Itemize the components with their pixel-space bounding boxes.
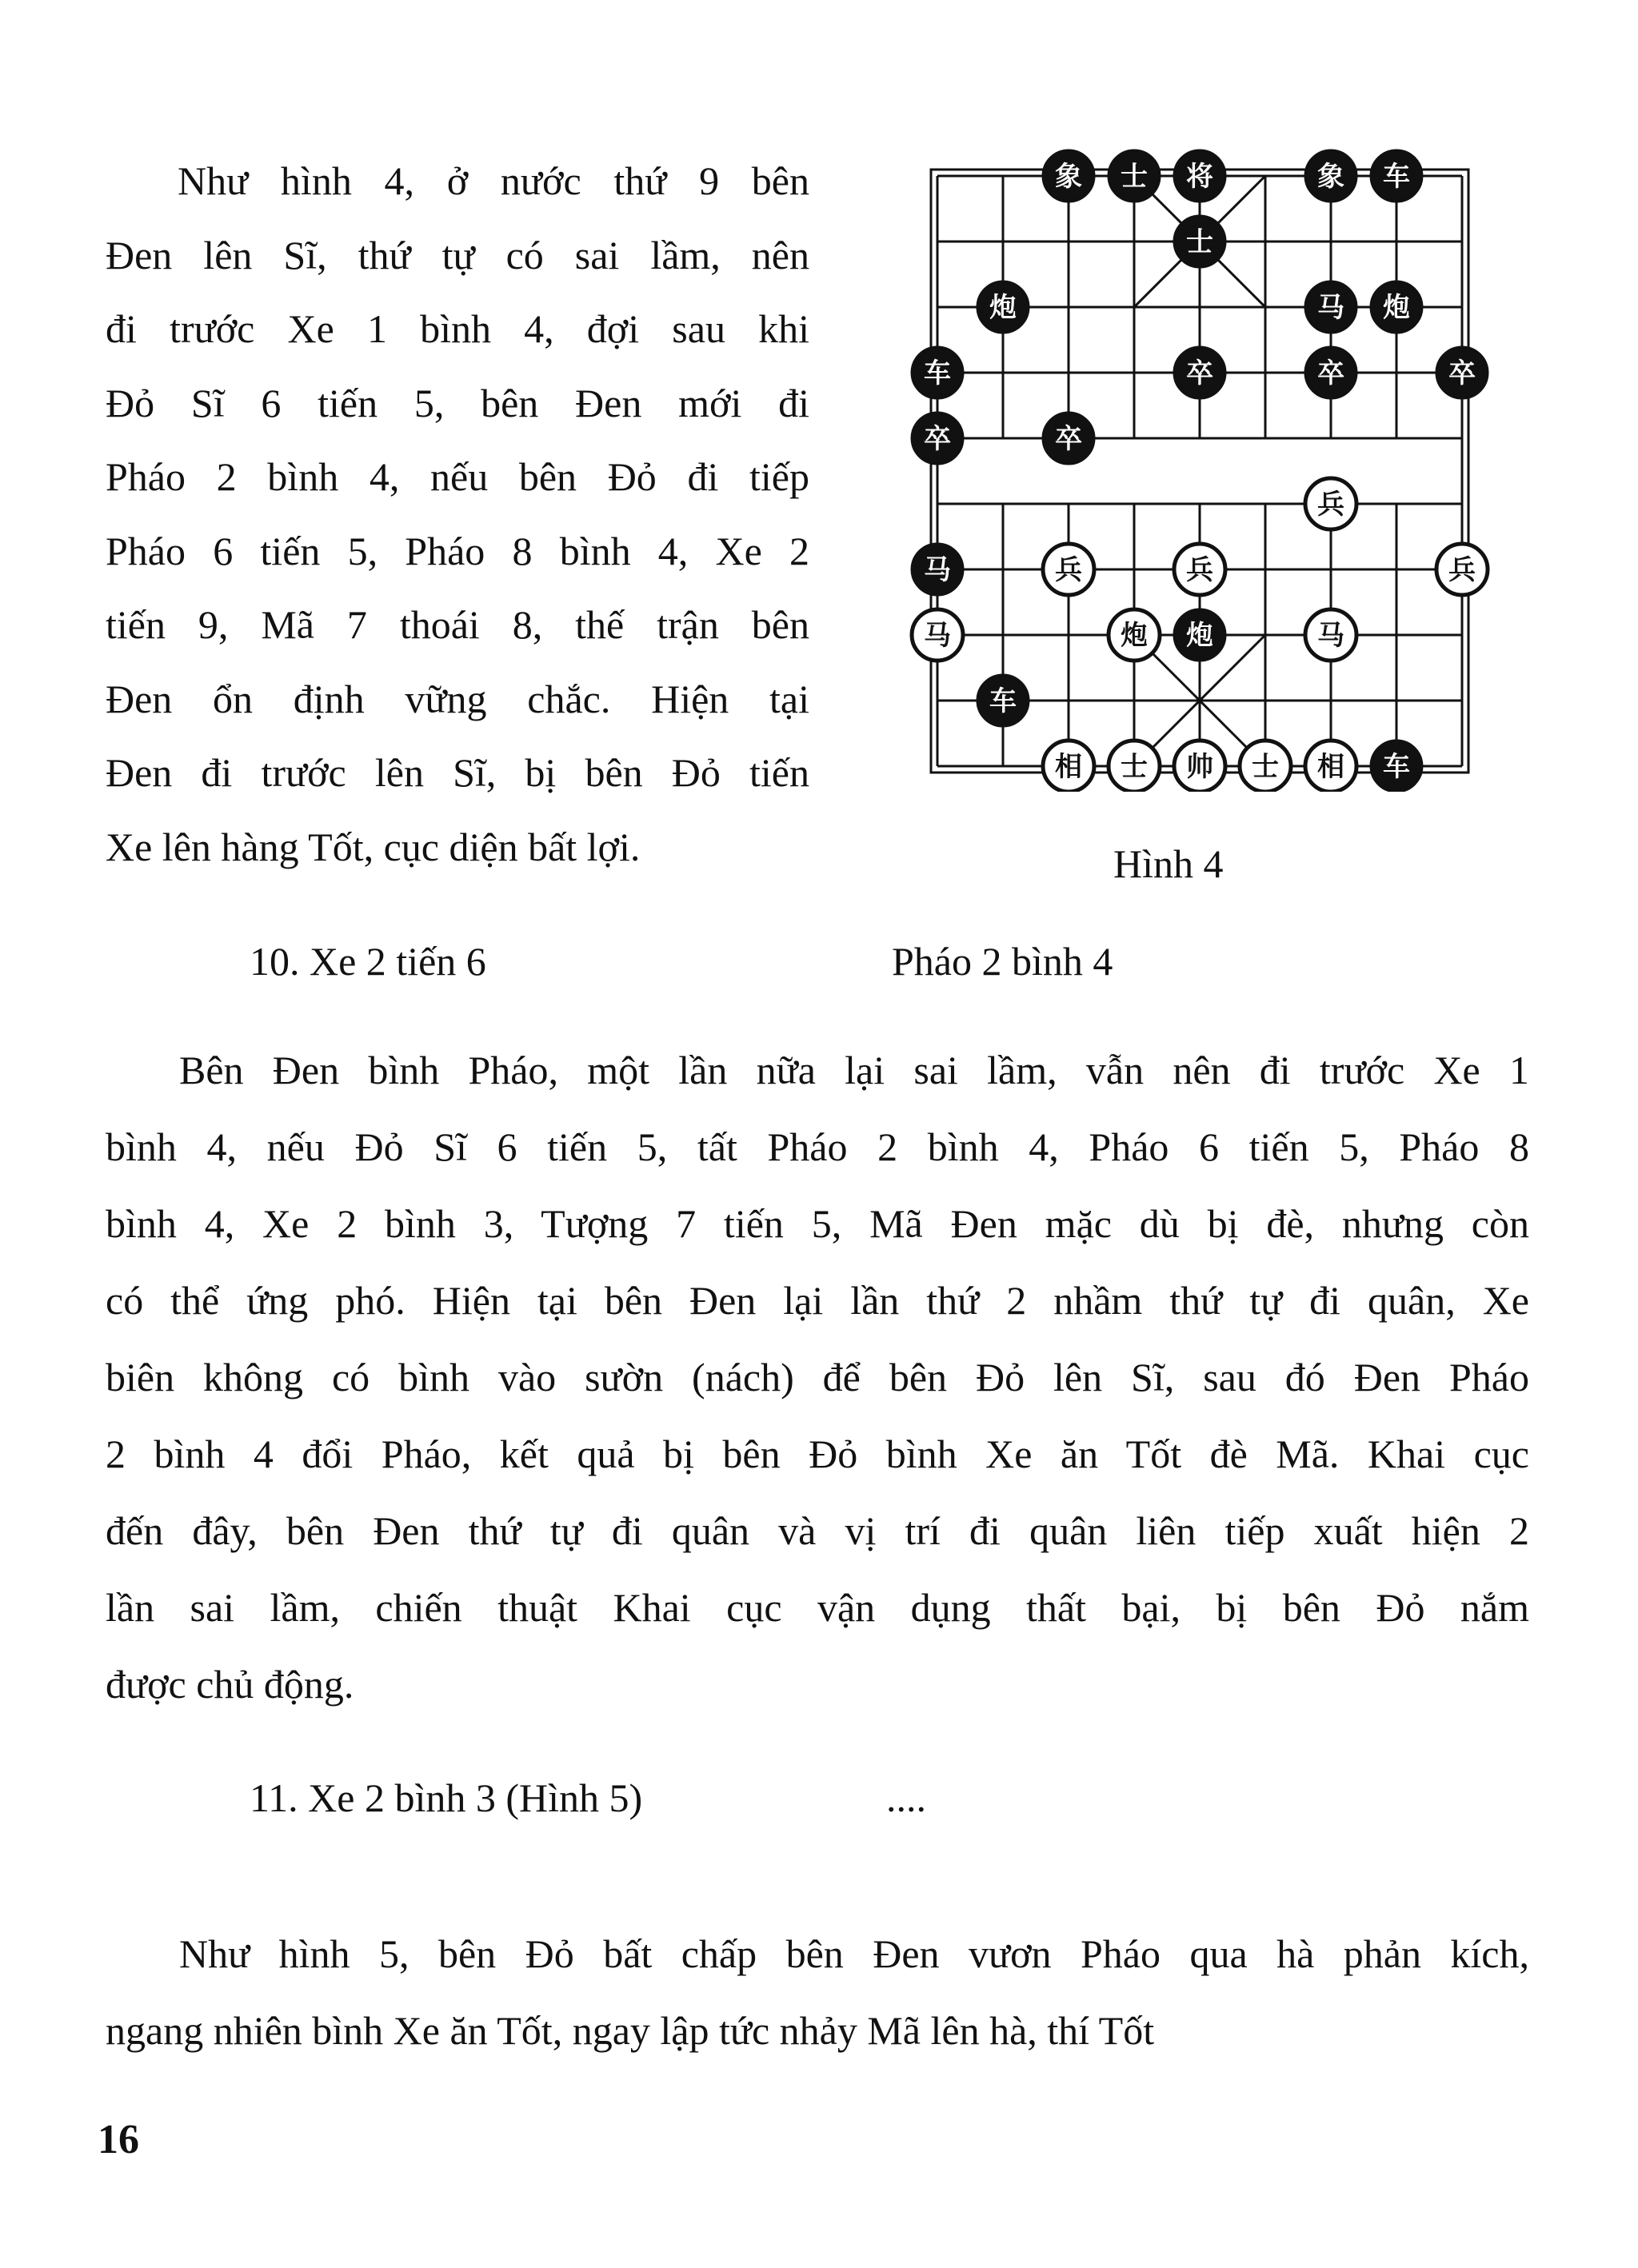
xiangqi-piece-black — [912, 347, 963, 398]
paragraph-line: được chủ động. — [106, 1662, 354, 1707]
xiangqi-piece-black — [1174, 609, 1225, 661]
figure-caption: Hình 4 — [1113, 841, 1224, 886]
piece-label: 马 — [1317, 292, 1344, 324]
piece-label: 卒 — [1448, 357, 1476, 389]
piece-label: 炮 — [989, 292, 1017, 324]
piece-label: 炮 — [1186, 620, 1213, 652]
xiangqi-piece-red — [1174, 544, 1225, 595]
xiangqi-piece-black — [1305, 150, 1356, 202]
intro-line: Như hình 4, ở nước thứ 9 bên — [178, 158, 809, 203]
piece-label: 炮 — [1383, 292, 1410, 324]
intro-line: Đỏ Sĩ 6 tiến 5, bên Đen mới đi — [106, 380, 809, 425]
xiangqi-piece-red — [1305, 741, 1356, 792]
xiangqi-piece-black — [1371, 741, 1422, 792]
xiangqi-piece-red — [912, 609, 963, 661]
piece-label: 卒 — [1055, 423, 1082, 455]
move-10-black: Pháo 2 bình 4 — [892, 939, 1113, 984]
piece-label: 帅 — [1186, 751, 1213, 783]
move-10-red: 10. Xe 2 tiến 6 — [250, 939, 486, 984]
xiangqi-piece-black — [1109, 150, 1160, 202]
xiangqi-piece-red — [1436, 544, 1488, 595]
piece-label: 车 — [924, 357, 951, 389]
paragraph-line: bình 4, nếu Đỏ Sĩ 6 tiến 5, tất Pháo 2 bình 4, Pháo 6 tiến 5, Pháo 8 — [106, 1124, 1529, 1169]
xiangqi-piece-black — [1305, 282, 1356, 333]
paragraph-line: bình 4, Xe 2 bình 3, Tượng 7 tiến 5, Mã Đen mặc dù bị đè, nhưng còn — [106, 1201, 1529, 1246]
xiangqi-board — [880, 136, 1504, 792]
xiangqi-board-figure — [880, 136, 1504, 792]
xiangqi-piece-red — [1109, 609, 1160, 661]
piece-label: 车 — [1383, 161, 1410, 193]
xiangqi-piece-red — [1043, 741, 1094, 792]
intro-paragraph — [106, 144, 809, 884]
xiangqi-piece-black — [912, 413, 963, 464]
paragraph-line: Bên Đen bình Pháo, một lần nữa lại sai lầm, vẫn nên đi trước Xe 1 — [179, 1048, 1529, 1092]
xiangqi-piece-black — [1174, 150, 1225, 202]
xiangqi-piece-red — [1240, 741, 1291, 792]
commentary-paragraph-2 — [106, 1915, 1529, 2069]
piece-label: 将 — [1186, 161, 1213, 193]
piece-label: 兵 — [1055, 554, 1082, 586]
page-number: 16 — [98, 2117, 139, 2162]
paragraph-line: đến đây, bên Đen thứ tự đi quân và vị trí đi quân liên tiếp xuất hiện 2 — [106, 1508, 1529, 1553]
xiangqi-piece-black — [1174, 216, 1225, 267]
paragraph-line: Như hình 5, bên Đỏ bất chấp bên Đen vươn Pháo qua hà phản kích, — [179, 1931, 1529, 1976]
piece-label: 相 — [1317, 751, 1344, 783]
piece-label: 士 — [1252, 751, 1279, 783]
xiangqi-piece-black — [1043, 413, 1094, 464]
piece-label: 马 — [924, 620, 951, 652]
xiangqi-piece-black — [1174, 347, 1225, 398]
intro-line: Xe lên hàng Tốt, cục diện bất lợi. — [106, 824, 641, 869]
xiangqi-piece-red — [1043, 544, 1094, 595]
xiangqi-piece-red — [1305, 478, 1356, 529]
piece-label: 马 — [1317, 620, 1344, 652]
intro-line: Pháo 6 tiến 5, Pháo 8 bình 4, Xe 2 — [106, 528, 809, 573]
move-11-red: 11. Xe 2 bình 3 (Hình 5) — [250, 1775, 643, 1820]
intro-line: Pháo 2 bình 4, nếu bên Đỏ đi tiếp — [106, 454, 809, 499]
piece-label: 马 — [924, 554, 951, 586]
move-11-black: .... — [886, 1775, 926, 1820]
intro-line: Đen lên Sĩ, thứ tự có sai lầm, nên — [106, 232, 809, 278]
xiangqi-piece-black — [977, 282, 1029, 333]
piece-label: 兵 — [1317, 489, 1344, 521]
piece-label: 车 — [989, 685, 1017, 717]
piece-label: 卒 — [924, 423, 951, 455]
piece-label: 相 — [1055, 751, 1082, 783]
paragraph-line: 2 bình 4 đổi Pháo, kết quả bị bên Đỏ bình Xe ăn Tốt đè Mã. Khai cục — [106, 1431, 1529, 1476]
piece-label: 卒 — [1317, 357, 1344, 389]
intro-line: Đen đi trước lên Sĩ, bị bên Đỏ tiến — [106, 750, 809, 795]
xiangqi-piece-red — [1174, 741, 1225, 792]
xiangqi-piece-black — [977, 675, 1029, 726]
piece-label: 炮 — [1121, 620, 1148, 652]
xiangqi-piece-black — [1436, 347, 1488, 398]
xiangqi-piece-black — [1371, 150, 1422, 202]
paragraph-line: biên không có bình vào sườn (nách) để bên Đỏ lên Sĩ, sau đó Đen Pháo — [106, 1355, 1529, 1400]
paragraph-line: ngang nhiên bình Xe ăn Tốt, ngay lập tức nhảy Mã lên hà, thí Tốt — [106, 2008, 1155, 2053]
xiangqi-piece-black — [1043, 150, 1094, 202]
xiangqi-piece-red — [1109, 741, 1160, 792]
intro-line: Đen ổn định vững chắc. Hiện tại — [106, 676, 809, 721]
piece-label: 车 — [1383, 751, 1410, 783]
paragraph-line: lần sai lầm, chiến thuật Khai cục vận dụng thất bại, bị bên Đỏ nắm — [106, 1585, 1529, 1630]
piece-label: 象 — [1055, 161, 1082, 193]
intro-line: đi trước Xe 1 bình 4, đợi sau khi — [106, 306, 809, 351]
piece-label: 士 — [1186, 226, 1213, 258]
xiangqi-piece-black — [1371, 282, 1422, 333]
commentary-paragraph — [106, 1032, 1529, 1723]
piece-label: 兵 — [1448, 554, 1476, 586]
intro-line: tiến 9, Mã 7 thoái 8, thế trận bên — [106, 602, 809, 647]
piece-label: 象 — [1317, 161, 1344, 193]
xiangqi-piece-red — [1305, 609, 1356, 661]
xiangqi-piece-black — [1305, 347, 1356, 398]
piece-label: 士 — [1121, 161, 1148, 193]
piece-label: 士 — [1121, 751, 1148, 783]
xiangqi-piece-black — [912, 544, 963, 595]
piece-label: 卒 — [1186, 357, 1213, 389]
paragraph-line: có thể ứng phó. Hiện tại bên Đen lại lần thứ 2 nhầm thứ tự đi quân, Xe — [106, 1278, 1529, 1323]
piece-label: 兵 — [1186, 554, 1213, 586]
